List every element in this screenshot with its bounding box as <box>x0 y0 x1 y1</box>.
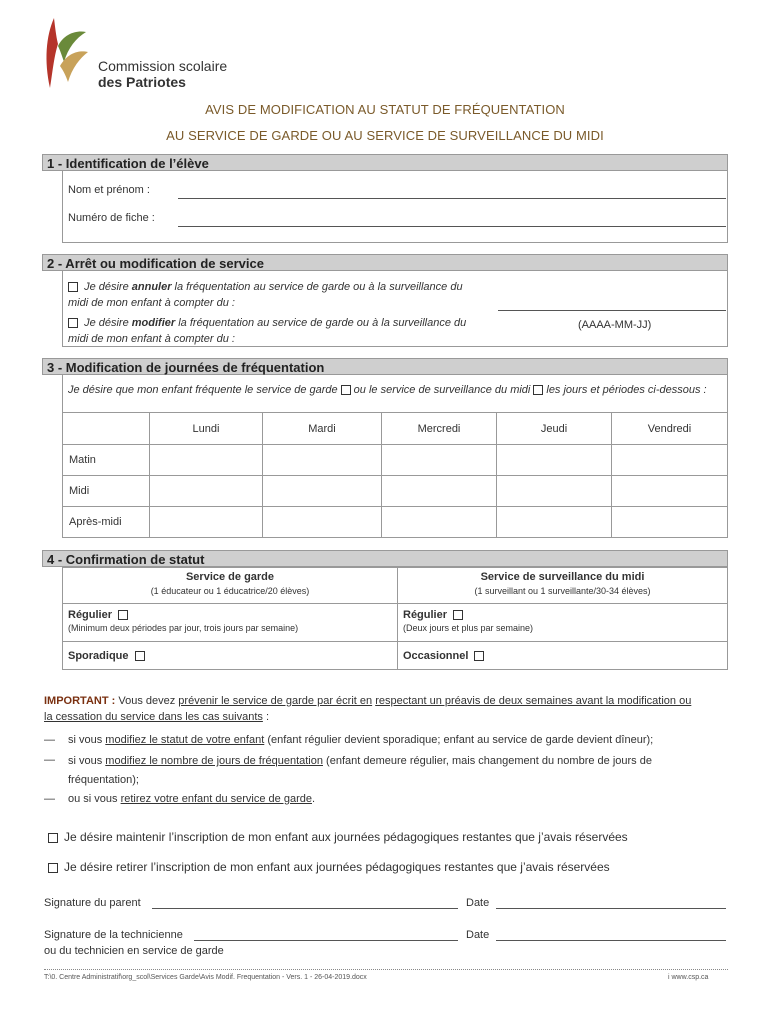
footer-path: T:\0. Centre Administratif\org_scol\Services Garde\Avis Modif. Frequentation - Vers. 1 - 26-04-2019.docx <box>44 974 367 981</box>
schedule-table <box>62 412 728 538</box>
org-line1: Commission scolaire <box>98 58 228 74</box>
cell-am-mardi[interactable] <box>263 507 382 538</box>
cancel-option <box>68 281 488 293</box>
bullet1 <box>68 732 728 748</box>
section4-heading: 4 - Confirmation de statut <box>42 550 728 567</box>
withdraw-text: Je désire retirer l’inscription de mon enfant aux journées pédagogiques restantes que j’avais réservées <box>64 860 610 874</box>
b1-a: si vous <box>68 734 106 746</box>
spor-checkbox[interactable] <box>135 651 145 661</box>
name-field[interactable] <box>178 198 726 199</box>
cell-midi-mercredi[interactable] <box>382 476 497 507</box>
intro-text-b: ou le service de surveillance du midi <box>353 384 531 396</box>
day-jeudi: Jeudi <box>497 413 612 445</box>
b2-d: fréquentation); <box>68 774 139 786</box>
b2-b: modifiez le nombre de jours de fréquentation <box>105 755 323 767</box>
modify-text-d: midi de mon enfant à compter du : <box>68 333 235 345</box>
section3-intro <box>68 384 707 396</box>
spor-label: Sporadique <box>68 649 129 662</box>
cell-am-lundi[interactable] <box>150 507 263 538</box>
col1-sub: (1 éducateur ou 1 éducatrice/20 élèves) <box>150 586 310 596</box>
col1-header <box>63 568 398 604</box>
cell-matin-jeudi[interactable] <box>497 445 612 476</box>
date-format-hint: (AAAA-MM-JJ) <box>578 319 652 331</box>
cancel-text-a: Je désire <box>84 281 132 293</box>
parent-signature-field[interactable] <box>152 908 458 909</box>
tech-signature-field[interactable] <box>194 940 458 941</box>
cancel-text-b: annuler <box>131 281 172 293</box>
col2-sub: (1 surveillant ou 1 surveillante/30-34 élèves) <box>474 586 651 596</box>
section1-box <box>62 171 728 243</box>
b2-a: si vous <box>68 755 106 767</box>
important-notice <box>44 693 728 725</box>
b3-a: ou si vous <box>68 793 121 805</box>
cell-midi-mardi[interactable] <box>263 476 382 507</box>
imp-t1: Vous devez <box>115 695 179 707</box>
occ-label: Occasionnel <box>403 649 469 662</box>
tech-signature-label1: Signature de la technicienne <box>44 929 183 941</box>
col2-title: Service de surveillance du midi <box>480 571 645 583</box>
imp-t6: : <box>262 711 270 723</box>
day-vendredi: Vendredi <box>612 413 728 445</box>
status-table <box>62 567 728 670</box>
bullet3 <box>68 791 728 807</box>
b1-c: (enfant régulier devient sporadique; enfant au service de garde devient dîneur); <box>264 734 654 746</box>
reg2-label: Régulier <box>403 609 448 621</box>
section2-heading: 2 - Arrêt ou modification de service <box>42 254 728 271</box>
bullet3-dash: — <box>44 793 55 805</box>
maintain-option <box>44 829 628 845</box>
intro-text-a: Je désire que mon enfant fréquente le service de garde <box>68 384 338 396</box>
period-apres-midi: Après-midi <box>63 507 150 538</box>
modify-checkbox[interactable] <box>68 318 78 328</box>
period-matin: Matin <box>63 445 150 476</box>
withdraw-option <box>44 859 610 875</box>
parent-signature-label: Signature du parent <box>44 897 141 909</box>
cell-am-mercredi[interactable] <box>382 507 497 538</box>
footer-site: i www.csp.ca <box>668 974 709 981</box>
logo-icon <box>42 16 92 96</box>
col1-title: Service de garde <box>185 571 275 583</box>
reg2-checkbox[interactable] <box>453 610 463 620</box>
cell-matin-vendredi[interactable] <box>612 445 728 476</box>
cell-am-vendredi[interactable] <box>612 507 728 538</box>
reg1-checkbox[interactable] <box>118 610 128 620</box>
name-label: Nom et prénom : <box>68 184 150 196</box>
date-field[interactable] <box>498 310 726 311</box>
cell-matin-lundi[interactable] <box>150 445 263 476</box>
bullet2-dash: — <box>44 754 55 766</box>
occ-checkbox[interactable] <box>474 651 484 661</box>
garde-checkbox[interactable] <box>341 385 351 395</box>
date2-label: Date <box>466 929 490 941</box>
regulier-midi-cell <box>398 604 728 642</box>
imp-t4: respectant un préavis de deux semaines avant la modification ou <box>375 695 692 707</box>
cell-matin-mercredi[interactable] <box>382 445 497 476</box>
cell-midi-vendredi[interactable] <box>612 476 728 507</box>
section1-heading: 1 - Identification de l’élève <box>42 154 728 171</box>
b1-b: modifiez le statut de votre enfant <box>105 734 265 746</box>
cell-midi-lundi[interactable] <box>150 476 263 507</box>
maintain-checkbox[interactable] <box>48 833 58 843</box>
section3-heading: 3 - Modification de journées de fréquentation <box>42 358 728 375</box>
file-number-field[interactable] <box>178 226 726 227</box>
reg2-note: (Deux jours et plus par semaine) <box>403 623 534 633</box>
imp-t5: la cessation du service dans les cas suivants <box>44 711 263 723</box>
day-lundi: Lundi <box>150 413 263 445</box>
sporadique-cell <box>63 642 398 670</box>
reg1-label: Régulier <box>68 609 113 621</box>
org-line2: des Patriotes <box>98 74 186 90</box>
form-subtitle: AU SERVICE DE GARDE OU AU SERVICE DE SURVEILLANCE DU MIDI <box>166 128 604 143</box>
period-midi: Midi <box>63 476 150 507</box>
date1-label: Date <box>466 897 490 909</box>
modify-text-b: modifier <box>131 317 176 329</box>
cancel-text-c: la fréquentation au service de garde ou à la surveillance du <box>171 281 463 293</box>
modify-text-a: Je désire <box>84 317 132 329</box>
org-name <box>98 58 227 90</box>
modify-option <box>68 317 488 329</box>
bullet1-dash: — <box>44 734 55 746</box>
midi-checkbox[interactable] <box>533 385 543 395</box>
regulier-garde-cell <box>63 604 398 642</box>
form-title: AVIS DE MODIFICATION AU STATUT DE FRÉQUENTATION <box>205 102 565 117</box>
date2-field[interactable] <box>496 940 726 941</box>
cell-am-jeudi[interactable] <box>497 507 612 538</box>
day-mardi: Mardi <box>263 413 382 445</box>
tech-signature-label2: ou du technicien en service de garde <box>44 945 224 957</box>
reg1-note: (Minimum deux périodes par jour, trois jours par semaine) <box>68 623 299 633</box>
modify-text-c: la fréquentation au service de garde ou à la surveillance du <box>175 317 467 329</box>
file-number-label: Numéro de fiche : <box>68 212 155 224</box>
intro-text-c: les jours et périodes ci-dessous : <box>546 384 707 396</box>
footer-divider <box>44 969 728 970</box>
important-label: IMPORTANT : <box>44 695 116 707</box>
corner-cell <box>63 413 150 445</box>
cell-matin-mardi[interactable] <box>263 445 382 476</box>
bullet2 <box>68 752 728 790</box>
cell-midi-jeudi[interactable] <box>497 476 612 507</box>
cancel-checkbox[interactable] <box>68 282 78 292</box>
occasionnel-cell <box>398 642 728 670</box>
b3-c: . <box>311 793 316 805</box>
cancel-text-d: midi de mon enfant à compter du : <box>68 297 235 309</box>
maintain-text: Je désire maintenir l’inscription de mon enfant aux journées pédagogiques restantes que j’avais réservées <box>64 830 628 844</box>
b2-c: (enfant demeure régulier, mais changement du nombre de jours de <box>322 755 652 767</box>
withdraw-checkbox[interactable] <box>48 863 58 873</box>
b3-b: retirez votre enfant du service de garde <box>120 793 312 805</box>
day-mercredi: Mercredi <box>382 413 497 445</box>
imp-t2: prévenir le service de garde par écrit en <box>178 695 373 707</box>
col2-header <box>398 568 728 604</box>
date1-field[interactable] <box>496 908 726 909</box>
